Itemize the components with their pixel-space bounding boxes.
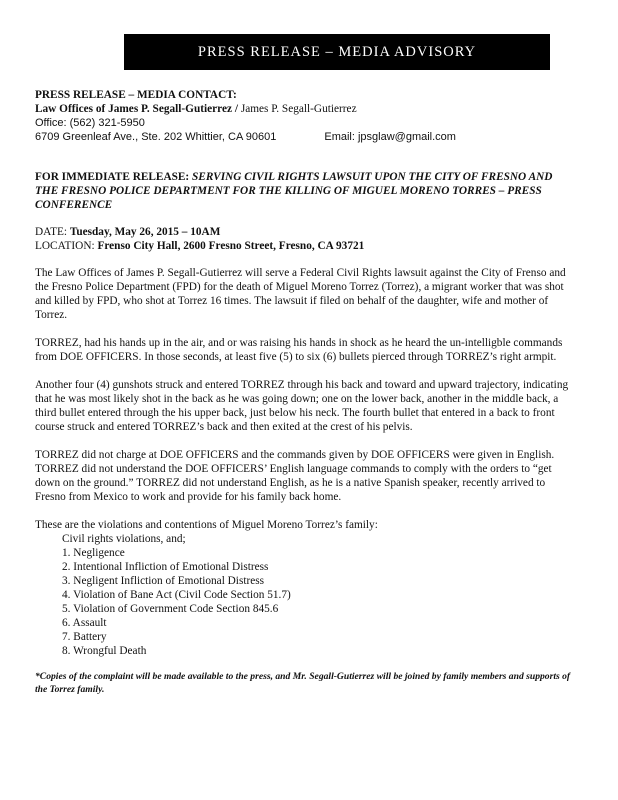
list-item: 6. Assault [62,617,107,629]
list-item: 3. Negligent Infliction of Emotional Distress [62,575,265,587]
contact-firm-line [35,102,575,116]
release-label: FOR IMMEDIATE RELEASE: [35,171,190,183]
list-item: 7. Battery [62,631,107,643]
press-release-banner: PRESS RELEASE – MEDIA ADVISORY [124,34,550,70]
list-item: 8. Wrongful Death [62,645,147,657]
list-item: 1. Negligence [62,547,125,559]
office-phone: Office: (562) 321-5950 [35,117,145,129]
body-paragraph: Another four (4) gunshots struck and entered TORREZ through his back and toward and upward trajectory, indicating that he was most likely shot in the back as he was going down; one on the lower back, another in the middle back, a third bullet entered through the his upper back, just below his neck. The fourth bullet that entered in a back to front course struck and entered TORREZ’s back and then exited at the crest of his pelvis. [35,379,569,433]
location-label: LOCATION: [35,240,98,252]
address-line [35,130,575,144]
attorney-name: James P. Segall-Gutierrez [238,103,357,115]
date-value: Tuesday, May 26, 2015 – 10AM [69,226,221,238]
event-date [35,225,575,239]
footnote: *Copies of the complaint will be made available to the press, and Mr. Segall-Gutierrez will be joined by family members and supports of the Torrez family. [35,671,571,695]
body-paragraph: TORREZ did not charge at DOE OFFICERS and the commands given by DOE OFFICERS were given in English. TORREZ did not understand the DOE OFFICERS’ English language commands to comply with the orders to “get down on the ground.” TORREZ did not understand English, as he is a native Spanish speaker, recently arrived to Fresno from Mexico to work and provide for his family back home. [35,449,555,503]
date-label: DATE: [35,226,70,238]
event-location [35,239,575,253]
body-paragraph: TORREZ, had his hands up in the air, and or was raising his hands in shock as he heard the un-intelligble commands from DOE OFFICERS. In those seconds, at least five (5) to six (6) bullets pierced through TORREZ’s right armpit. [35,337,563,363]
location-value: Frenso City Hall, 2600 Fresno Street, Fresno, CA 93721 [97,240,365,252]
office-address: 6709 Greenleaf Ave., Ste. 202 Whittier, CA 90601 [35,131,277,143]
release-headline [35,170,575,212]
document-body [35,88,575,696]
body-paragraph: The Law Offices of James P. Segall-Gutierrez will serve a Federal Civil Rights lawsuit against the City of Frenso and the Fresno Police Department (FPD) for the death of Miguel Moreno Torrez (Torrez), a migrant worker that was shot and killed by FPD, who shot at Torrez 16 times. The lawsuit if filed on behalf of the daughter, wife and mother of Torrez. [35,267,566,321]
violations-list [35,532,575,658]
list-item: 4. Violation of Bane Act (Civil Code Section 51.7) [62,589,291,601]
release-title: SERVING CIVIL RIGHTS LAWSUIT UPON THE CITY OF FRESNO AND THE FRESNO POLICE DEPARTMENT FOR THE KILLING OF MIGUEL MORENO TORRES – PRESS CONFERENCE [35,171,553,211]
violations-subhead: Civil rights violations, and; [62,533,186,545]
firm-name-bold: Law Offices of James P. Segall-Gutierrez / [35,103,238,115]
violations-intro: These are the violations and contentions of Miguel Moreno Torrez’s family: [35,519,378,531]
contact-email: Email: jpsglaw@gmail.com [324,131,456,143]
contact-heading: PRESS RELEASE – MEDIA CONTACT: [35,89,237,101]
list-item: 5. Violation of Government Code Section 845.6 [62,603,279,615]
list-item: 2. Intentional Infliction of Emotional Distress [62,561,269,573]
